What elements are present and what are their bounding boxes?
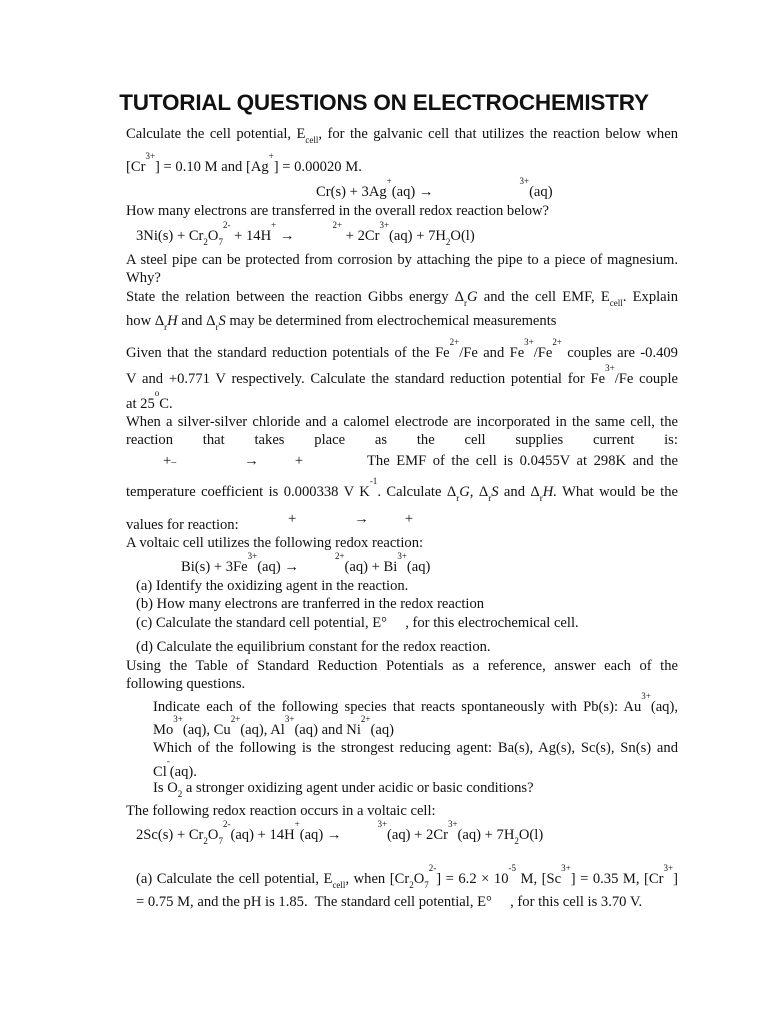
q6-line5: values for reaction: <box>126 517 239 533</box>
q5-line1: Given that the standard reduction potentials of the $Fe^{2+}/Fe$ and $Fe^{3+}/Fe^{2+}$ couples are -0.409 <box>126 337 678 361</box>
page-title: TUTORIAL QUESTIONS ON ELECTROCHEMISTRY <box>119 90 649 115</box>
q8-item3: Is $O_2$ a stronger oxidizing agent under acidic or basic conditions? <box>153 780 534 799</box>
q4-line1: State the relation between the reaction Gibbs energy $\Delta_rG$ and the cell EMF, $E_{cell}$. Explain <box>126 289 679 308</box>
q7-intro: A voltaic cell utilizes the following redox reaction: <box>126 535 424 551</box>
q3-line2: Why? <box>126 270 161 286</box>
q3-line1: A steel pipe can be protected from corrosion by attaching the pipe to a piece of magnesium. <box>126 252 678 268</box>
q1-reaction: Cr(s) + 3Ag+(aq) →$^{3+}$(aq) <box>316 176 553 200</box>
q8-item2-line2: Cl-(aq). <box>153 756 197 780</box>
q5-line2: V and +0.771 V respectively. Calculate the standard reduction potential for $Fe^{3+}/Fe$ couple <box>126 363 678 387</box>
q9-reaction: $2Sc(s) + Cr_2O_7^{2-}(aq) + 14H^+(aq) \to^{3+}(aq) + 2Cr^{3+}(aq) + 7H_2O(l)$ <box>136 819 544 846</box>
q1-line1: Calculate the cell potential, $E_{cell}$, for the galvanic cell that utilizes the reaction below when <box>126 126 679 145</box>
q8-line1: Using the Table of Standard Reduction Potentials as a reference, answer each of the <box>126 658 678 674</box>
q8-item1-line1: Indicate each of the following species that reacts spontaneously with Pb(s): $Au^{3+}(aq)$, <box>153 691 678 715</box>
q8-line2: following questions. <box>126 676 246 692</box>
q7-part-c: (c) Calculate the standard cell potential, E° , for this electrochemical cell. <box>136 615 579 631</box>
q1-line2: $[Cr^{3+}] = 0.10$ M and [Ag+] = 0.00020 M. <box>126 151 362 175</box>
q7-reaction: $Bi(s) + 3Fe^{3+}(aq) \to^{2+}(aq) + Bi^{3+}(aq)$ <box>181 551 431 575</box>
q6-line4: temperature coefficient is 0.000338 V $K^{-1}$. Calculate $\Delta_rG$, $\Delta_rS$ and $\Delta_rH$. What would be the <box>126 476 678 503</box>
q7-part-a: (a) Identify the oxidizing agent in the reaction. <box>136 578 409 594</box>
q2-question: How many electrons are transferred in the overall redox reaction below? <box>126 203 550 219</box>
q9-part-a-line2: = 0.75 M, and the pH is 1.85. The standard cell potential, E° , for this cell is 3.70 V. <box>136 894 643 910</box>
q8-item2-line1: Which of the following is the strongest reducing agent: Ba(s), Ag(s), Sc(s), Sn(s) and <box>153 740 678 756</box>
q5-line3: at 25$^o$C. <box>126 388 173 412</box>
q9-intro: The following redox reaction occurs in a voltaic cell: <box>126 803 436 819</box>
q2-reaction: $3Ni(s) + Cr_2O_7^{2-} + 14H^+ \to^{2+} + 2Cr^{3+}(aq) + 7H_2O(l)$ <box>136 220 475 247</box>
q7-part-b: (b) How many electrons are tranferred in the redox reaction <box>136 596 485 612</box>
q6-reaction-symbols: +– → + <box>163 453 304 469</box>
q6-line1: When a silver-silver chloride and a calomel electrode are incorporated in the same cell, the <box>126 414 678 430</box>
q8-item1-line2: $Mo^{3+}(aq)$, $Cu^{2+}(aq)$, $Al^{3+}(aq)$ and $Ni^{2+}(aq)$ <box>153 714 394 738</box>
q6-line2: reaction that takes place as the cell supplies current is: <box>126 432 678 448</box>
q7-part-d: (d) Calculate the equilibrium constant for the redox reaction. <box>136 639 491 655</box>
q4-line2: how $\Delta_rH$ and $\Delta_rS$ may be determined from electrochemical measurements <box>126 313 557 332</box>
q6-emf-text: The EMF of the cell is 0.0455V at 298K and the <box>367 453 678 469</box>
q6-line5-symbols: + → + <box>288 511 414 527</box>
q9-part-a-line1: (a) Calculate the cell potential, $E_{cell}$, when $[Cr_2O_7^{2-}] = 6.2 \times 10^{-5}$ M, $[Sc^{3+}] = 0.35$ M, $[Cr^{3+}]$ <box>136 863 678 890</box>
